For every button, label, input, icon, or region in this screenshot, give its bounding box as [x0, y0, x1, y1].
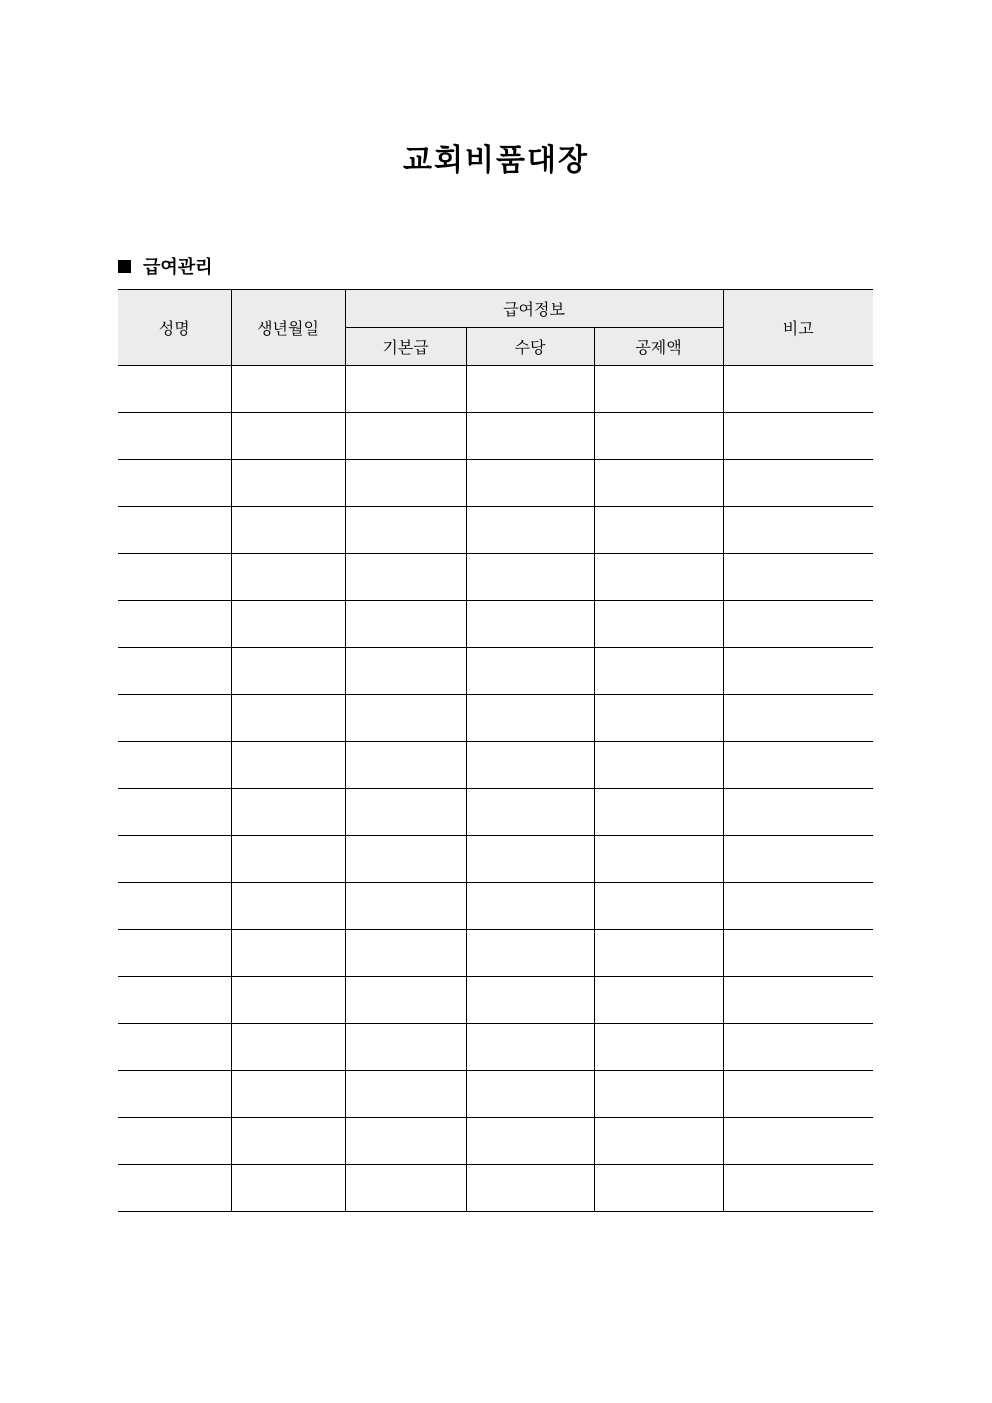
- cell-remarks: [723, 366, 873, 413]
- cell-name: [118, 930, 231, 977]
- cell-deduction: [594, 554, 723, 601]
- cell-birthdate: [231, 507, 345, 554]
- cell-birthdate: [231, 789, 345, 836]
- cell-base-pay: [345, 601, 466, 648]
- cell-base-pay: [345, 1071, 466, 1118]
- cell-base-pay: [345, 742, 466, 789]
- cell-remarks: [723, 742, 873, 789]
- cell-allowance: [466, 695, 594, 742]
- cell-base-pay: [345, 836, 466, 883]
- cell-birthdate: [231, 366, 345, 413]
- cell-birthdate: [231, 1165, 345, 1212]
- cell-name: [118, 1165, 231, 1212]
- cell-birthdate: [231, 1118, 345, 1165]
- salary-table: [118, 289, 873, 1212]
- cell-base-pay: [345, 460, 466, 507]
- section-heading: [118, 253, 213, 279]
- cell-allowance: [466, 883, 594, 930]
- table-row: [118, 1024, 873, 1071]
- cell-deduction: [594, 1071, 723, 1118]
- header-remarks: 비고: [723, 290, 873, 366]
- header-deduction: 공제액: [594, 328, 723, 366]
- table-row: [118, 1071, 873, 1118]
- table-row: [118, 1118, 873, 1165]
- cell-deduction: [594, 836, 723, 883]
- cell-remarks: [723, 930, 873, 977]
- table-row: [118, 413, 873, 460]
- header-birthdate: 생년월일: [231, 290, 345, 366]
- table-row: [118, 930, 873, 977]
- header-allowance: 수당: [466, 328, 594, 366]
- cell-base-pay: [345, 1024, 466, 1071]
- table-body: [118, 366, 873, 1212]
- cell-remarks: [723, 554, 873, 601]
- cell-birthdate: [231, 601, 345, 648]
- cell-name: [118, 742, 231, 789]
- table-row: [118, 789, 873, 836]
- cell-name: [118, 1118, 231, 1165]
- cell-deduction: [594, 977, 723, 1024]
- cell-allowance: [466, 977, 594, 1024]
- cell-base-pay: [345, 883, 466, 930]
- cell-name: [118, 366, 231, 413]
- cell-deduction: [594, 695, 723, 742]
- cell-base-pay: [345, 977, 466, 1024]
- cell-name: [118, 601, 231, 648]
- cell-allowance: [466, 1118, 594, 1165]
- cell-birthdate: [231, 977, 345, 1024]
- cell-deduction: [594, 883, 723, 930]
- cell-deduction: [594, 1024, 723, 1071]
- section-heading-label: 급여관리: [143, 257, 213, 278]
- cell-name: [118, 977, 231, 1024]
- cell-remarks: [723, 977, 873, 1024]
- cell-deduction: [594, 789, 723, 836]
- cell-remarks: [723, 460, 873, 507]
- cell-base-pay: [345, 366, 466, 413]
- cell-allowance: [466, 601, 594, 648]
- cell-base-pay: [345, 413, 466, 460]
- cell-remarks: [723, 789, 873, 836]
- cell-remarks: [723, 1118, 873, 1165]
- cell-name: [118, 413, 231, 460]
- table-row: [118, 554, 873, 601]
- cell-remarks: [723, 1024, 873, 1071]
- header-base-pay: 기본급: [345, 328, 466, 366]
- cell-base-pay: [345, 554, 466, 601]
- table-row: [118, 601, 873, 648]
- cell-remarks: [723, 507, 873, 554]
- cell-birthdate: [231, 883, 345, 930]
- cell-allowance: [466, 789, 594, 836]
- table-row: [118, 507, 873, 554]
- cell-allowance: [466, 742, 594, 789]
- cell-name: [118, 836, 231, 883]
- document-title: 교회비품대장: [403, 143, 589, 178]
- cell-deduction: [594, 1165, 723, 1212]
- cell-name: [118, 789, 231, 836]
- cell-allowance: [466, 413, 594, 460]
- cell-birthdate: [231, 460, 345, 507]
- cell-deduction: [594, 930, 723, 977]
- cell-remarks: [723, 413, 873, 460]
- cell-birthdate: [231, 742, 345, 789]
- cell-allowance: [466, 1071, 594, 1118]
- cell-base-pay: [345, 930, 466, 977]
- cell-base-pay: [345, 507, 466, 554]
- cell-deduction: [594, 507, 723, 554]
- cell-name: [118, 695, 231, 742]
- cell-remarks: [723, 1071, 873, 1118]
- cell-allowance: [466, 507, 594, 554]
- header-name: 성명: [118, 290, 231, 366]
- cell-remarks: [723, 695, 873, 742]
- cell-birthdate: [231, 413, 345, 460]
- cell-allowance: [466, 554, 594, 601]
- table-row: [118, 883, 873, 930]
- square-bullet-icon: [118, 260, 131, 273]
- cell-deduction: [594, 413, 723, 460]
- cell-name: [118, 1071, 231, 1118]
- cell-remarks: [723, 836, 873, 883]
- cell-name: [118, 507, 231, 554]
- cell-allowance: [466, 836, 594, 883]
- cell-name: [118, 460, 231, 507]
- table-row: [118, 977, 873, 1024]
- table-row: [118, 648, 873, 695]
- cell-remarks: [723, 883, 873, 930]
- cell-birthdate: [231, 554, 345, 601]
- table-row: [118, 742, 873, 789]
- cell-deduction: [594, 460, 723, 507]
- cell-deduction: [594, 742, 723, 789]
- cell-birthdate: [231, 930, 345, 977]
- cell-allowance: [466, 930, 594, 977]
- cell-allowance: [466, 366, 594, 413]
- cell-birthdate: [231, 648, 345, 695]
- header-salary-info: 급여정보: [345, 290, 723, 328]
- cell-name: [118, 1024, 231, 1071]
- cell-birthdate: [231, 1024, 345, 1071]
- cell-birthdate: [231, 695, 345, 742]
- cell-base-pay: [345, 695, 466, 742]
- table-row: [118, 460, 873, 507]
- cell-deduction: [594, 601, 723, 648]
- cell-base-pay: [345, 648, 466, 695]
- table-row: [118, 836, 873, 883]
- cell-remarks: [723, 1165, 873, 1212]
- table-row: [118, 1165, 873, 1212]
- cell-allowance: [466, 460, 594, 507]
- cell-remarks: [723, 648, 873, 695]
- table-row: [118, 366, 873, 413]
- cell-deduction: [594, 648, 723, 695]
- table-row: [118, 695, 873, 742]
- cell-name: [118, 648, 231, 695]
- cell-base-pay: [345, 789, 466, 836]
- cell-base-pay: [345, 1165, 466, 1212]
- cell-deduction: [594, 1118, 723, 1165]
- cell-remarks: [723, 601, 873, 648]
- cell-name: [118, 883, 231, 930]
- cell-deduction: [594, 366, 723, 413]
- cell-allowance: [466, 1165, 594, 1212]
- cell-name: [118, 554, 231, 601]
- cell-birthdate: [231, 836, 345, 883]
- cell-allowance: [466, 1024, 594, 1071]
- cell-birthdate: [231, 1071, 345, 1118]
- cell-base-pay: [345, 1118, 466, 1165]
- cell-allowance: [466, 648, 594, 695]
